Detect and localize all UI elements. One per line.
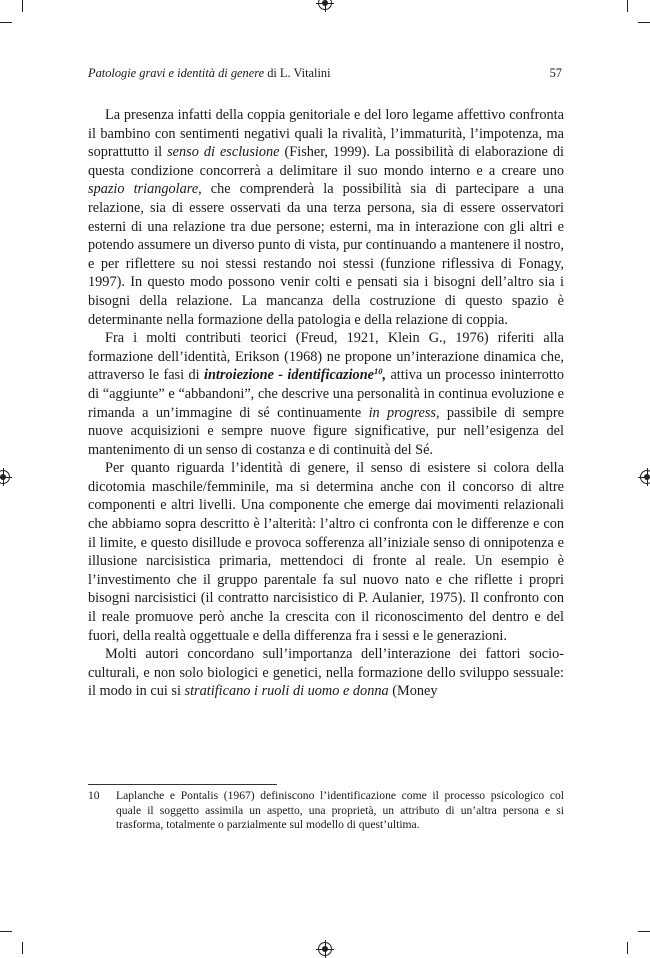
registration-mark-icon [0, 470, 10, 484]
crop-mark [627, 0, 628, 12]
footnote-text: Laplanche e Pontalis (1967) definiscono l’identificazione come il processo psicologico col quale il soggetto assimila un aspetto, una proprietà, un attributo di un’altra persona e si trasforma, totalmente o parzialmente sul modello di quest’ultima. [116, 789, 564, 832]
paragraph: La presenza infatti della coppia genitoriale e del loro legame affettivo confronta il bambino con sentimenti negativi quali la rivalità, l’immaturità, l’impotenza, ma soprattutto il senso di esclusione (Fisher, 1999). La possibilità di elaborazione di questa condizione concorrerà a delimitare il suo mondo interno e a creare uno spazio triangolare, che comprenderà la possibilità sia di partecipare a una relazione, sia di essere osservati da una terza persona, sia di essere osservatori esterni di una relazione tra due persone; esterni, ma in interazione con gli altri e potendo assumere un diverso punto di vista, pur continuando a mantenere il nostro, e per riflettere su noi stessi restando noi stessi (funzione riflessiva di Fonagy, 1997). In questo modo possono venir colti e pensati sia i bisogni dell’altro sia i bisogni della relazione. La mancanza della costruzione di questo spazio è determinante nella formazione della patologia e della relazione di coppia. [88, 107, 564, 328]
body-text [88, 106, 564, 701]
crop-mark [638, 22, 650, 23]
crop-mark [0, 22, 12, 23]
footnote-ref: 10 [374, 366, 383, 377]
footnote-number: 10 [88, 789, 100, 802]
registration-mark-icon [640, 470, 650, 484]
footnote-divider [88, 784, 277, 785]
header-author: di L. Vitalini [267, 66, 331, 80]
book-title: Patologie gravi e identità di genere [88, 66, 265, 80]
registration-mark-icon [318, 0, 332, 10]
paragraph: Fra i molti contributi teorici (Freud, 1921, Klein G., 1976) riferiti alla formazione dell’identità, Erikson (1968) ne propone un’interazione dinamica che, attraverso le fasi di introiezione - identificazione$^{10}$, attiva un processo ininterrotto di “aggiunte” e “abbandoni”, che descrive una personalità in continua evoluzione e rimanda a un’immagine di sé continuamente in progress, passibile di sempre nuove acquisizioni e sempre nuove figure significative, pur nell’esigenza del mantenimento di un senso di costanza e di continuità del Sé. [88, 330, 565, 458]
crop-mark [0, 931, 12, 932]
crop-mark [627, 942, 628, 954]
footnote [88, 789, 564, 833]
crop-mark [638, 931, 650, 932]
crop-mark [22, 0, 23, 12]
paragraph: Molti autori concordano sull’importanza dell’interazione dei fattori socio-culturali, e non solo biologici e genetici, nella formazione dello sviluppo sessuale: il modo in cui si stratificano i ruoli di uomo e donna (Money [88, 646, 564, 700]
running-header [88, 66, 562, 81]
page-number: 57 [549, 66, 562, 80]
paragraph: Per quanto riguarda l’identità di genere, il senso di esistere si colora della dicotomia maschile/femminile, ma si determina anche con il concorso di altre componenti e altri livelli. Una componente che emerge dai movimenti relazionali che abbiamo sopra descritto è l’alterità: l’altro ci confronta con le differenze e con il limite, e questo disillude e provoca sofferenza all’iniziale senso di onnipotenza e illusione narcisistica primaria, mettendoci di fronte al reale. Un esempio è l’investimento che il gruppo parentale fa sul nuovo nato e che riflette i propri bisogni narcisistici (il contratto narcisistico di P. Aulanier, 1975). Il confronto con il reale promuove però anche la crescita con il riconoscimento del dentro e del fuori, della realtà oggettuale e della differenza fra i sessi e le generazioni. [88, 460, 564, 644]
crop-mark [22, 942, 23, 954]
header-title [88, 66, 331, 81]
